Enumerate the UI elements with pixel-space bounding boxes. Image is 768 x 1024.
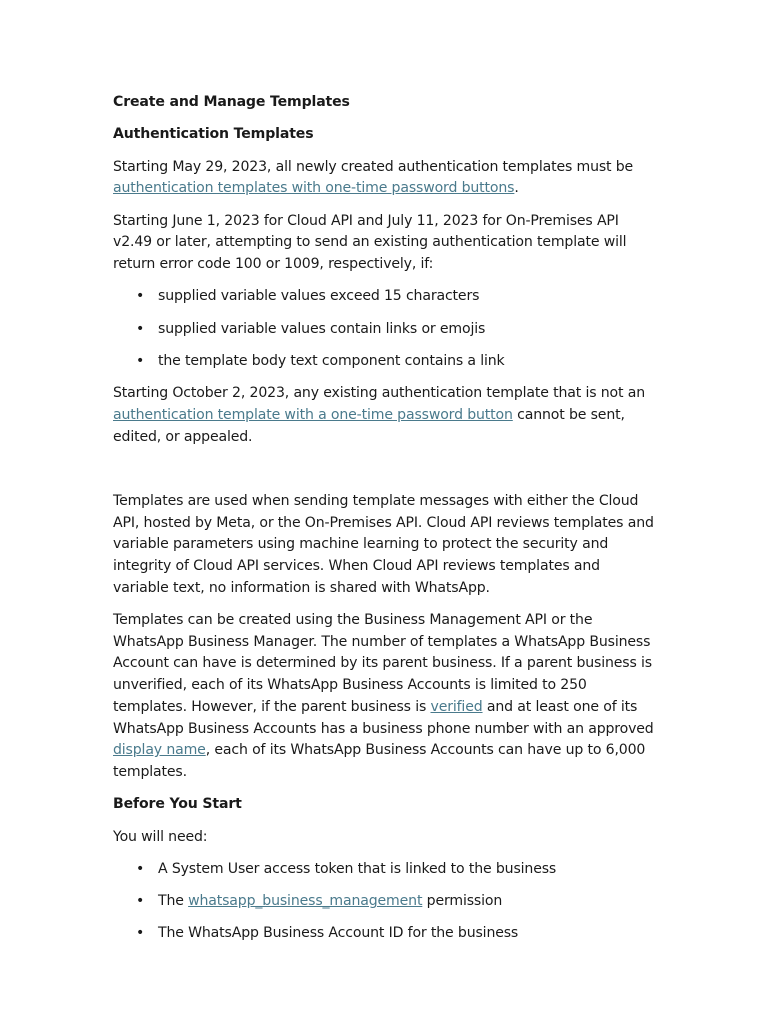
link-auth-template-otp-button[interactable]: authentication template with a one-time password button xyxy=(113,406,513,423)
templates-paragraph-2-text-3: , each of its WhatsApp Business Accounts can have up to 6,000 templates. xyxy=(113,742,646,780)
list-item: • The WhatsApp Business Account ID for the business xyxy=(158,923,658,945)
link-whatsapp-business-management[interactable]: whatsapp_business_management xyxy=(188,893,423,910)
section-heading-authentication: Authentication Templates xyxy=(113,126,314,143)
document-page xyxy=(113,92,658,956)
link-display-name[interactable]: display name xyxy=(113,742,206,759)
requirements-list xyxy=(113,859,658,945)
auth-conditions-list xyxy=(113,286,658,372)
list-item-pre: The xyxy=(158,893,189,910)
section-heading-before-you-start: Before You Start xyxy=(113,796,242,813)
need-intro: You will need: xyxy=(113,828,208,845)
page-title: Create and Manage Templates xyxy=(113,94,350,110)
spacer xyxy=(113,459,658,491)
templates-paragraph-2 xyxy=(113,610,658,784)
templates-paragraph-1: Templates are used when sending template messages with either the Cloud API, hosted by Meta, or the On-Premises API. Cloud API reviews templates and variable parameters using machine learning to protect the security and integrity of Cloud API services. When Cloud API reviews templates and variable text, no information is shared with WhatsApp. xyxy=(113,492,654,596)
link-auth-templates-otp-buttons[interactable]: authentication templates with one-time password buttons xyxy=(113,180,515,197)
auth-paragraph-3-tail: cannot be sent, edited, or appealed. xyxy=(113,406,625,445)
link-verified[interactable]: verified xyxy=(430,698,483,715)
list-item-post: permission xyxy=(422,893,503,910)
templates-paragraph-2-text-2: and at least one of its WhatsApp Business Accounts has a business phone number with an approved xyxy=(113,698,654,737)
templates-paragraph-2-text-1: Templates can be created using the Business Management API or the WhatsApp Business Manager. The number of templates a WhatsApp Business Account can have is determined by its parent business. If a parent business is unverified, each of its WhatsApp Business Accounts is limited to 250 templates. However, if the parent business is xyxy=(113,612,652,715)
auth-paragraph-3 xyxy=(113,383,658,448)
list-item: • supplied variable values exceed 15 characters xyxy=(158,286,658,308)
list-item: • supplied variable values contain links or emojis xyxy=(158,319,658,341)
list-item: • A System User access token that is linked to the business xyxy=(158,859,658,881)
list-item: • the template body text component contains a link xyxy=(158,351,658,373)
list-item xyxy=(158,891,658,913)
auth-paragraph-1 xyxy=(113,157,658,200)
auth-paragraph-1-tail: . xyxy=(514,180,519,197)
auth-paragraph-2: Starting June 1, 2023 for Cloud API and July 11, 2023 for On-Premises API v2.49 or later, attempting to send an existing authentication template will return error code 100 or 1009, respectively, if: xyxy=(113,212,627,272)
auth-paragraph-1-text: Starting May 29, 2023, all newly created authentication templates must be xyxy=(113,158,634,175)
auth-paragraph-3-text: Starting October 2, 2023, any existing authentication template that is not an xyxy=(113,385,646,402)
